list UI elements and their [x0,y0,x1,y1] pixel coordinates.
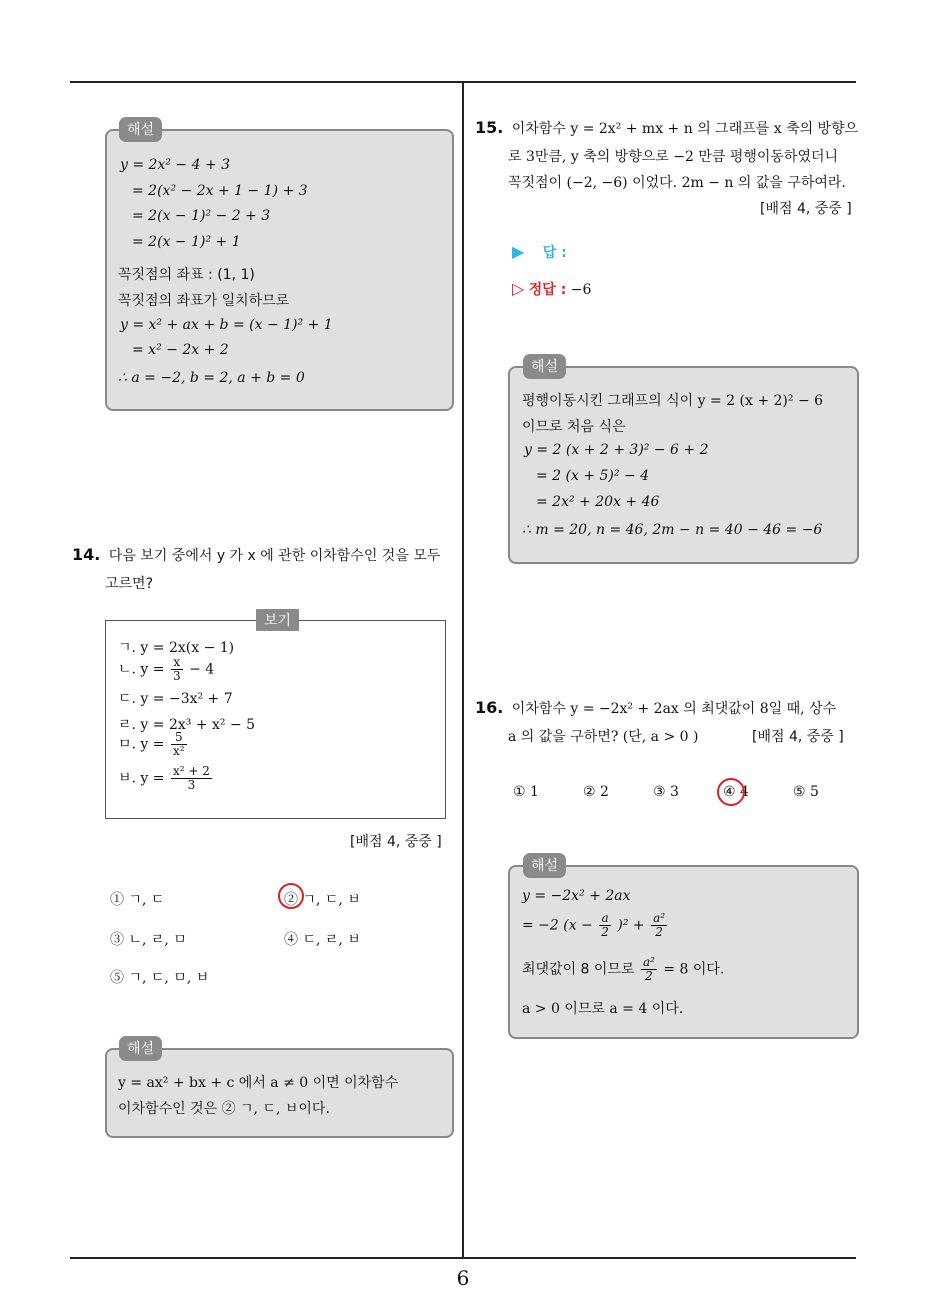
q15-number: 15. [475,118,504,137]
sol15-line-6: ∴ m = 20, n = 46, 2m − n = 40 − 46 = −6 [522,522,823,538]
bogi-item-b-num: x² + 2 [172,764,210,778]
q14-text-2: 고르면? [105,576,154,592]
q16-choice-2[interactable]: ② 2 [583,784,609,800]
q16-number: 16. [475,698,504,717]
bogi-item-n-den: 3 [172,669,181,683]
q15-correct-row [512,279,591,299]
sol13-line-1: y = 2x² − 4 + 3 [120,157,231,173]
q14-choice-4[interactable]: ④ ㄷ, ㄹ, ㅂ [284,932,361,948]
q16-choice-4[interactable]: ④ 4 [723,784,749,800]
bogi-item-n [118,656,214,683]
sol13-line-7: y = x² + ax + b = (x − 1)² + 1 [120,317,333,333]
q16-choice-3[interactable]: ③ 3 [653,784,679,800]
q15-score: [배점 4, 중중 ] [760,201,852,217]
sol16-line-2-pre: = −2 (x − [522,917,593,934]
sol16-line-3-post: = 8 이다. [663,961,725,978]
bogi-item-m-den: x² [172,744,185,758]
correct-triangle-icon: ▷ [512,279,525,298]
bogi-item-m [118,731,189,758]
q14-choice-2[interactable]: ② ㄱ, ㄷ, ㅂ [284,892,361,908]
solution-13-tag: 해설 [119,117,162,142]
q16-text-2: a 의 값을 구하면? (단, a > 0 ) [508,729,699,745]
sol15-line-1: 평행이동시킨 그래프의 식이 y = 2 (x + 2)² − 6 [522,393,824,409]
sol13-line-9: ∴ a = −2, b = 2, a + b = 0 [118,370,305,386]
bogi-item-r: ㄹ. y = 2x³ + x² − 5 [118,717,256,733]
q16-choice-5[interactable]: ⑤ 5 [793,784,819,800]
sol14-line-1: y = ax² + bx + c 에서 a ≠ 0 이면 이차함수 [118,1075,399,1091]
q15-text-1: 이차함수 y = 2x² + mx + n 의 그래프를 x 축의 방향으 [511,121,859,137]
bogi-item-n-post: − 4 [189,661,215,678]
sol13-line-8: = x² − 2x + 2 [132,342,229,358]
sol16-line-2 [522,912,669,939]
q14-score: [배점 4, 중중 ] [350,834,442,850]
sol15-line-4: = 2 (x + 5)² − 4 [536,468,650,484]
q16-selected-mark [717,778,745,806]
q14-number: 14. [72,545,101,564]
bogi-item-n-pre: ㄴ. y = [118,661,165,678]
bogi-item-b [118,765,214,792]
sol15-line-2: 이므로 처음 식은 [522,419,626,435]
q14-selected-mark [278,883,304,909]
solution-14-tag: 해설 [119,1036,162,1061]
center-divider [462,82,464,1258]
q15-text-3: 꼭짓점이 (−2, −6) 이었다. 2m − n 의 값을 구하여라. [508,175,846,191]
bogi-item-g: ㄱ. y = 2x(x − 1) [118,640,235,656]
sol16-frac2-num: a² [653,911,666,925]
bogi-item-m-pre: ㅁ. y = [118,736,165,753]
bottom-rule [70,1257,856,1259]
sol13-line-5: 꼭짓점의 좌표 : (1, 1) [118,267,255,283]
q14-choice-1[interactable]: ① ㄱ, ㄷ [110,892,165,908]
sol15-line-3: y = 2 (x + 2 + 3)² − 6 + 2 [524,442,709,458]
sol16-line-1: y = −2x² + 2ax [522,888,631,904]
sol15-line-5: = 2x² + 20x + 46 [536,494,660,510]
q15-line-1 [475,118,858,138]
solution-14-box [105,1048,454,1138]
sol13-line-3: = 2(x − 1)² − 2 + 3 [132,208,271,224]
sol16-frac3-den: 2 [645,969,653,983]
q15-correct-value: −6 [570,282,592,298]
sol13-line-2: = 2(x² − 2x + 1 − 1) + 3 [132,183,308,199]
bogi-item-d: ㄷ. y = −3x² + 7 [118,691,233,707]
sol16-frac3-num: a² [642,955,655,969]
q14-text-1: 다음 보기 중에서 y 가 x 에 관한 이차함수인 것을 모두 [108,548,441,564]
sol16-frac1-num: a [599,912,611,926]
sol13-line-4: = 2(x − 1)² + 1 [132,234,241,250]
q15-answer-row [512,242,567,262]
sol16-line-3 [522,956,724,983]
solution-16-tag: 해설 [523,853,566,878]
sol13-line-6: 꼭짓점의 좌표가 일치하므로 [118,293,290,309]
sol16-line-3-pre: 최댓값이 8 이므로 [522,961,635,978]
q16-choice-1[interactable]: ① 1 [513,784,539,800]
q16-score: [배점 4, 중중 ] [752,729,844,745]
bogi-item-b-pre: ㅂ. y = [118,770,165,787]
page-number: 6 [456,1266,470,1290]
bogi-label: 보기 [256,609,299,631]
sol16-line-4: a > 0 이므로 a = 4 이다. [522,1001,684,1017]
bogi-item-b-den: 3 [187,778,196,792]
q15-answer-label: 답 : [542,245,567,261]
bogi-item-m-num: 5 [171,731,187,745]
sol16-frac2-den: 2 [655,925,663,939]
sol16-line-2-mid: )² + [617,917,645,934]
bogi-item-n-num: x [171,656,183,670]
q16-text-1: 이차함수 y = −2x² + 2ax 의 최댓값이 8일 때, 상수 [511,701,837,717]
q15-correct-label: 정답 : [528,282,567,298]
solution-15-tag: 해설 [523,354,566,379]
q14-line-1 [72,545,440,565]
q14-choice-3[interactable]: ③ ㄴ, ㄹ, ㅁ [110,932,187,948]
sol16-frac1-den: 2 [601,925,609,939]
sol14-line-2: 이차함수인 것은 ② ㄱ, ㄷ, ㅂ이다. [118,1101,330,1117]
answer-triangle-icon: ▶ [512,242,525,261]
q14-choice-5[interactable]: ⑤ ㄱ, ㄷ, ㅁ, ㅂ [110,970,210,986]
q15-text-2: 로 3만큼, y 축의 방향으로 −2 만큼 평행이동하였더니 [508,149,839,165]
q16-line-1 [475,698,836,718]
